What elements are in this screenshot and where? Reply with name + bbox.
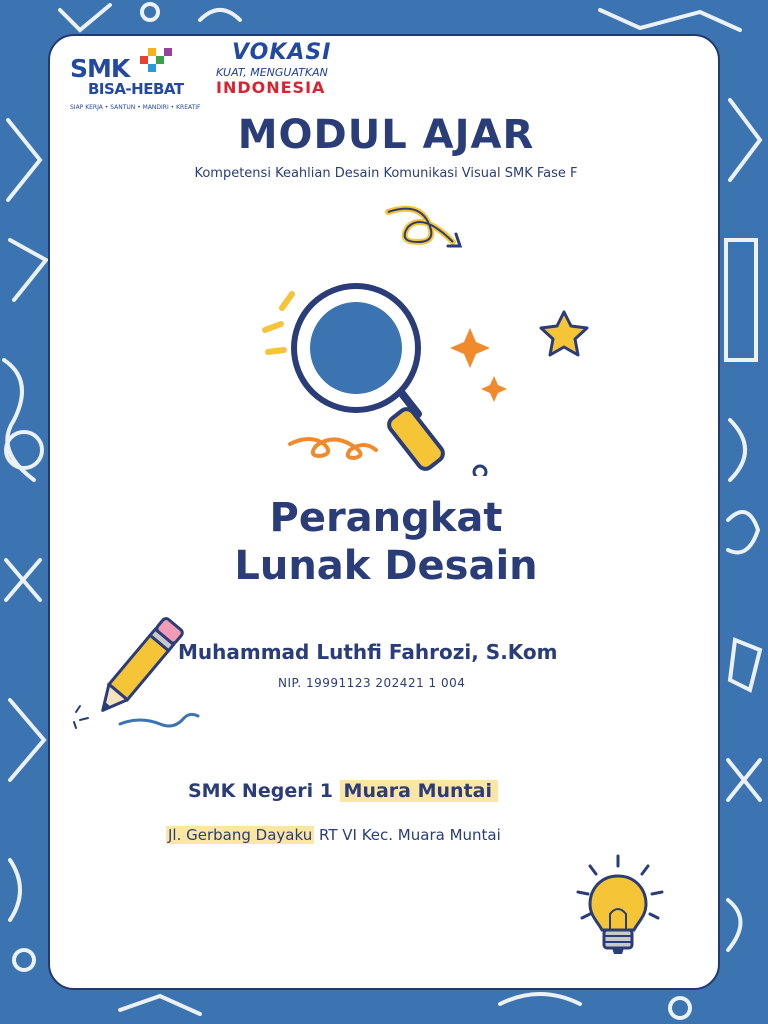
author-name: Muhammad Luthfi Fahrozi, S.Kom (178, 640, 558, 664)
address-rest: RT VI Kec. Muara Muntai (318, 826, 501, 844)
search-illustration (50, 186, 722, 476)
page-title: MODUL AJAR (237, 112, 535, 158)
author-nip: NIP. 19991123 202421 1 004 (278, 676, 466, 690)
school-name-highlight: Muara Muntai (340, 780, 498, 802)
vokasi-logo-line: KUAT, MENGUATKAN (216, 66, 328, 79)
school-prefix: SMK Negeri 1 (188, 780, 333, 802)
topic-line-1: Perangkat (269, 495, 503, 541)
smk-logo-subtext: BISA-HEBAT (88, 80, 184, 98)
cover-card (48, 34, 720, 990)
address-highlight: Jl. Gerbang Dayaku (168, 826, 313, 844)
topic-line-2: Lunak Desain (234, 543, 538, 589)
star-icon (541, 312, 587, 355)
swirl-doodle-icon (290, 439, 376, 458)
smk-bisa-hebat-logo (70, 48, 201, 118)
rays-icon (265, 294, 292, 352)
vokasi-logo-country: INDONESIA (216, 78, 326, 97)
sparkle-icon (450, 328, 507, 402)
magnifier-icon (294, 286, 486, 476)
smk-logo-tagline: SIAP KERJA • SANTUN • MANDIRI • KREATIF (70, 104, 201, 111)
vokasi-logo (210, 40, 340, 112)
smk-pixel-mark-icon (140, 48, 176, 78)
topic-title (50, 494, 722, 590)
page-subtitle: Kompetensi Keahlian Desain Komunikasi Visual SMK Fase F (194, 166, 578, 181)
pencil-icon (70, 616, 200, 736)
lightbulb-icon (570, 852, 670, 962)
arrow-doodle-icon (388, 209, 460, 246)
smk-logo-text: SMK (70, 54, 130, 83)
school-address (166, 826, 501, 844)
vokasi-logo-title: VOKASI (232, 40, 332, 65)
school-name (188, 780, 498, 802)
